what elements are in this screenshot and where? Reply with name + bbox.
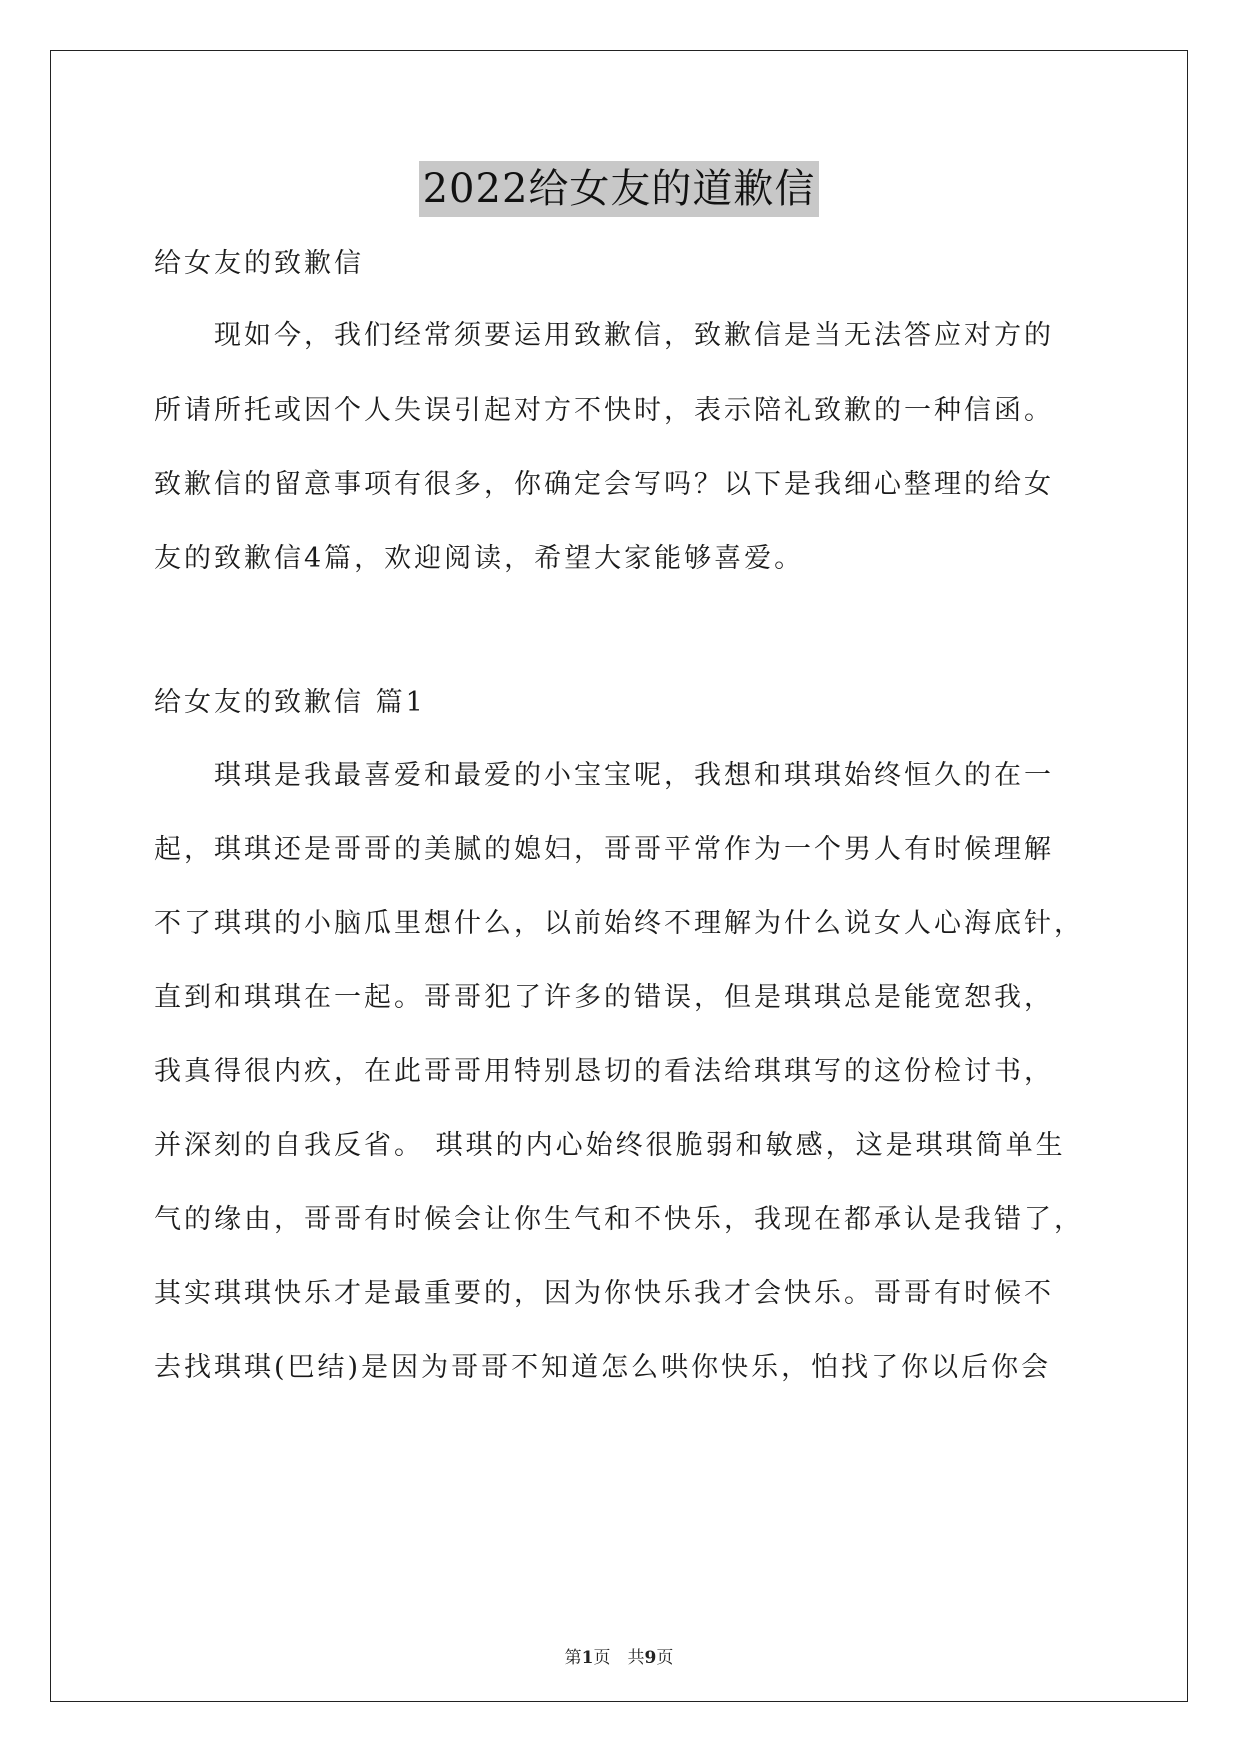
body-line-7: 气的缘由，哥哥有时候会让你生气和不快乐，我现在都承认是我错了， bbox=[154, 1204, 1084, 1235]
page-footer bbox=[51, 1643, 1187, 1668]
title-wrap bbox=[51, 161, 1187, 217]
body-line-8: 其实琪琪快乐才是最重要的，因为你快乐我才会快乐。哥哥有时候不 bbox=[154, 1278, 1054, 1309]
body-line-9: 去找琪琪(巴结)是因为哥哥不知道怎么哄你快乐，怕找了你以后你会 bbox=[154, 1352, 1052, 1383]
intro-line-2: 所请所托或因个人失误引起对方不快时，表示陪礼致歉的一种信函。 bbox=[154, 395, 1054, 426]
footer-page-prefix: 第 bbox=[564, 1648, 582, 1668]
document-title: 2022给女友的道歉信 bbox=[419, 161, 820, 217]
intro-line-1: 现如今，我们经常须要运用致歉信，致歉信是当无法答应对方的 bbox=[154, 320, 1054, 351]
intro-line-4: 友的致歉信4篇，欢迎阅读，希望大家能够喜爱。 bbox=[154, 543, 805, 574]
body-line-5: 我真得很内疚，在此哥哥用特别恳切的看法给琪琪写的这份检讨书， bbox=[154, 1056, 1054, 1087]
body-line-6: 并深刻的自我反省。 琪琪的内心始终很脆弱和敏感，这是琪琪简单生 bbox=[154, 1130, 1066, 1161]
footer-page-current: 1 bbox=[581, 1648, 594, 1668]
footer-page-mid: 页 共 bbox=[593, 1648, 645, 1668]
footer-page-suffix: 页 bbox=[656, 1648, 674, 1668]
subheading-intro: 给女友的致歉信 bbox=[154, 248, 364, 279]
body-line-2: 起，琪琪还是哥哥的美腻的媳妇，哥哥平常作为一个男人有时候理解 bbox=[154, 834, 1054, 865]
document-page bbox=[50, 50, 1188, 1702]
body-line-3: 不了琪琪的小脑瓜里想什么，以前始终不理解为什么说女人心海底针， bbox=[154, 908, 1084, 939]
subheading-part-1: 给女友的致歉信 篇1 bbox=[154, 687, 426, 718]
intro-line-3: 致歉信的留意事项有很多，你确定会写吗？以下是我细心整理的给女 bbox=[154, 469, 1054, 500]
body-line-4: 直到和琪琪在一起。哥哥犯了许多的错误，但是琪琪总是能宽恕我， bbox=[154, 982, 1054, 1013]
body-line-1: 琪琪是我最喜爱和最爱的小宝宝呢，我想和琪琪始终恒久的在一 bbox=[154, 760, 1054, 791]
footer-page-total: 9 bbox=[644, 1648, 657, 1668]
